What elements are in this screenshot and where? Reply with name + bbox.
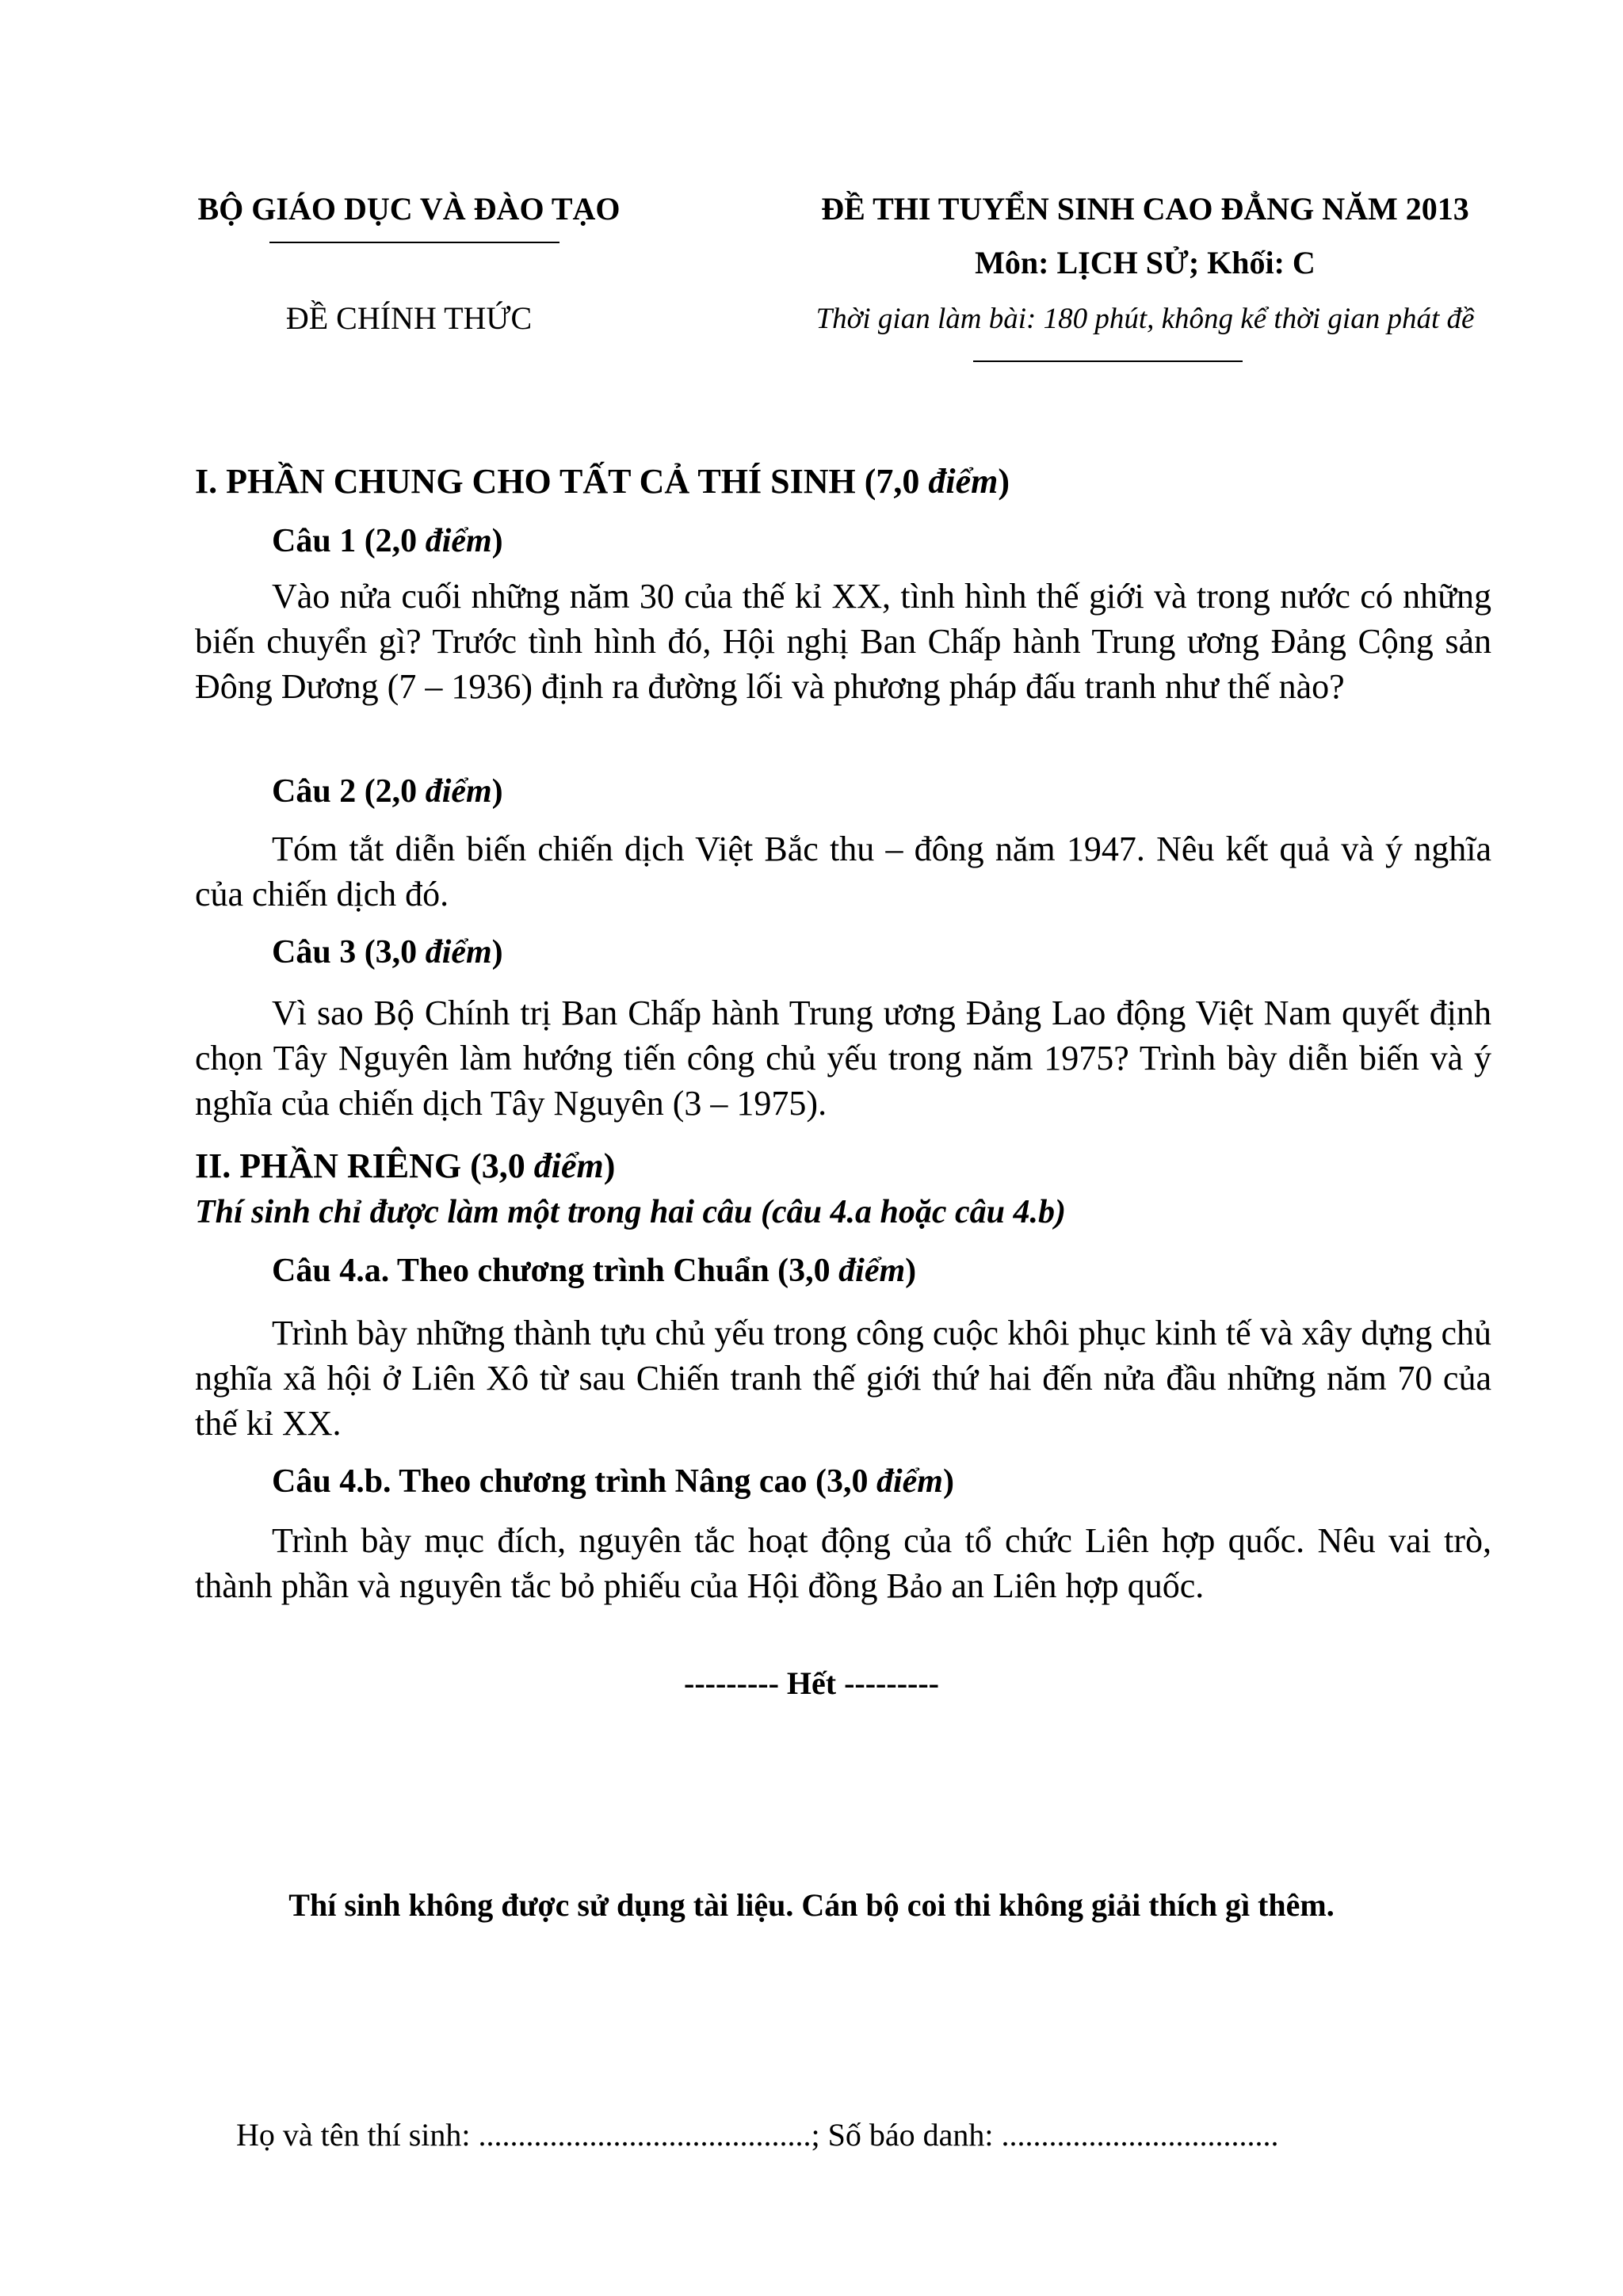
question-3-text: Vì sao Bộ Chính trị Ban Chấp hành Trung ương Đảng Lao động Việt Nam quyết định chọn Tây Nguyên làm hướng tiến công chủ yếu trong năm 1975? Trình bày diễn biến và ý nghĩa của chiến dịch Tây Nguyên (3 – 1975). <box>195 994 1491 1123</box>
part2-instruction: Thí sinh chỉ được làm một trong hai câu (câu 4.a hoặc câu 4.b) <box>195 1194 1066 1230</box>
question-3-label: Câu 3 (3,0 điểm) <box>272 934 503 971</box>
part1-title: I. PHẦN CHUNG CHO TẤT CẢ THÍ SINH (7,0 điểm) <box>195 462 1010 501</box>
question-4a-text: Trình bày những thành tựu chủ yếu trong công cuộc khôi phục kinh tế và xây dựng chủ nghĩa xã hội ở Liên Xô từ sau Chiến tranh thế giới thứ hai đến nửa đầu những năm 70 của thế kỉ XX. <box>195 1314 1491 1443</box>
exam-note: Thí sinh không được sử dụng tài liệu. Cán bộ coi thi không giải thích gì thêm. <box>288 1887 1335 1923</box>
exam-title: ĐỀ THI TUYỂN SINH CAO ĐẲNG NĂM 2013 <box>821 191 1469 227</box>
ministry-name: BỘ GIÁO DỤC VÀ ĐÀO TẠO <box>197 191 621 227</box>
question-1-label: Câu 1 (2,0 điểm) <box>272 523 503 559</box>
question-1-text: Vào nửa cuối những năm 30 của thế kỉ XX, tình hình thế giới và trong nước có những biến chuyển gì? Trước tình hình đó, Hội nghị Ban Chấp hành Trung ương Đảng Cộng sản Đông Dương (7 – 1936) định ra đường lối và phương pháp đấu tranh như thế nào? <box>195 577 1491 706</box>
duration-underline <box>973 360 1243 362</box>
exam-duration: Thời gian làm bài: 180 phút, không kể thời gian phát đề <box>815 303 1475 335</box>
ministry-underline <box>269 242 559 243</box>
end-mark: --------- Hết --------- <box>684 1665 939 1701</box>
question-4b-text: Trình bày mục đích, nguyên tắc hoạt động của tổ chức Liên hợp quốc. Nêu vai trò, thành phần và nguyên tắc bỏ phiếu của Hội đồng Bảo an Liên hợp quốc. <box>195 1521 1491 1605</box>
candidate-info-line: Họ và tên thí sinh: ..........................................; Số báo danh: ................................... <box>236 2117 1279 2153</box>
question-2-text: Tóm tắt diễn biến chiến dịch Việt Bắc thu – đông năm 1947. Nêu kết quả và ý nghĩa của chiến dịch đó. <box>195 830 1491 913</box>
exam-subject: Môn: LỊCH SỬ; Khối: C <box>975 245 1316 280</box>
official-label: ĐỀ CHÍNH THỨC <box>285 300 533 336</box>
part2-title: II. PHẦN RIÊNG (3,0 điểm) <box>195 1146 616 1185</box>
question-2-label: Câu 2 (2,0 điểm) <box>272 773 503 810</box>
question-4a-label: Câu 4.a. Theo chương trình Chuẩn (3,0 điểm) <box>272 1253 917 1289</box>
question-4b-label: Câu 4.b. Theo chương trình Nâng cao (3,0 điểm) <box>272 1463 954 1500</box>
